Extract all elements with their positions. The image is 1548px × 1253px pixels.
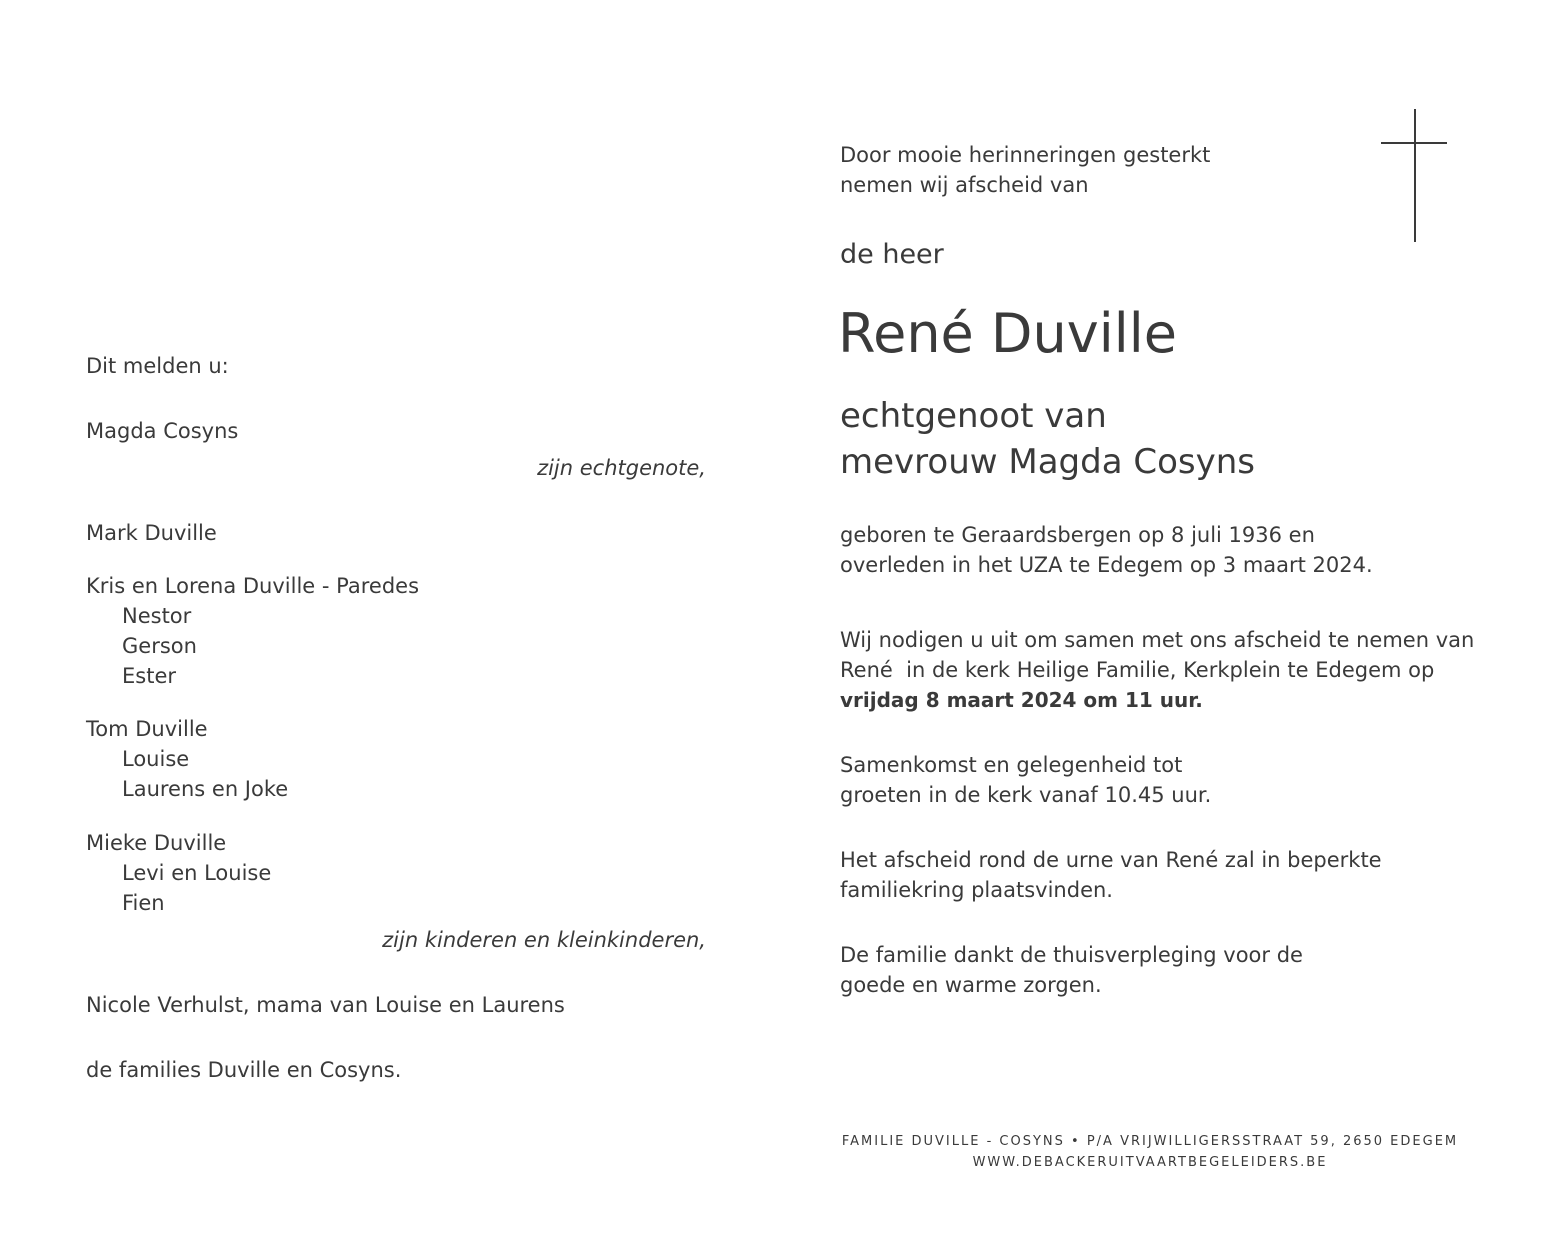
ceremony-date: vrijdag 8 maart 2024 om 11 uur. — [840, 688, 1203, 712]
children-role: zijn kinderen en kleinkinderen, — [382, 928, 706, 952]
gathering-line: Samenkomst en gelegenheid tot — [840, 753, 1183, 777]
urn-line: familiekring plaatsvinden. — [840, 878, 1113, 902]
spouse-line: mevrouw Magda Cosyns — [840, 442, 1255, 482]
grandchild-name: Nestor — [122, 604, 192, 628]
invitation-line: René in de kerk Heilige Familie, Kerkplein te Edegem op — [840, 658, 1435, 682]
birth-death-line: geboren te Geraardsbergen op 8 juli 1936 en — [840, 523, 1315, 547]
child-name: Mieke Duville — [86, 831, 227, 855]
grandchild-name: Ester — [122, 664, 176, 688]
grandchild-name: Fien — [122, 891, 165, 915]
opening-line: Door mooie herinneringen gesterkt — [840, 143, 1211, 167]
birth-death-line: overleden in het UZA te Edegem op 3 maart 2024. — [840, 553, 1373, 577]
gathering-line: groeten in de kerk vanaf 10.45 uur. — [840, 783, 1212, 807]
grandchild-name: Laurens en Joke — [122, 777, 289, 801]
spouse-line: echtgenoot van — [840, 396, 1107, 436]
other-relative: Nicole Verhulst, mama van Louise en Laurens — [86, 993, 565, 1017]
urn-line: Het afscheid rond de urne van René zal in beperkte — [840, 848, 1382, 872]
thanks-line: goede en warme zorgen. — [840, 973, 1102, 997]
deceased-name: René Duville — [838, 302, 1177, 365]
families-line: de families Duville en Cosyns. — [86, 1058, 402, 1082]
child-name: Kris en Lorena Duville - Paredes — [86, 574, 420, 598]
opening-line: nemen wij afscheid van — [840, 173, 1089, 197]
invitation-line: Wij nodigen u uit om samen met ons afscheid te nemen van — [840, 628, 1475, 652]
grandchild-name: Levi en Louise — [122, 861, 272, 885]
spouse-role: zijn echtgenote, — [537, 456, 706, 480]
child-name: Tom Duville — [86, 717, 208, 741]
child-name: Mark Duville — [86, 521, 217, 545]
grandchild-name: Gerson — [122, 634, 197, 658]
salutation: de heer — [840, 239, 944, 270]
thanks-line: De familie dankt de thuisverpleging voor de — [840, 943, 1303, 967]
footer-website[interactable]: WWW.DEBACKERUITVAARTBEGELEIDERS.BE — [972, 1155, 1328, 1170]
spouse-name: Magda Cosyns — [86, 419, 239, 443]
footer-address: FAMILIE DUVILLE - COSYNS • P/A VRIJWILLIGERSSTRAAT 59, 2650 EDEGEM — [841, 1134, 1459, 1149]
grandchild-name: Louise — [122, 747, 190, 771]
intro-text: Dit melden u: — [86, 354, 229, 378]
